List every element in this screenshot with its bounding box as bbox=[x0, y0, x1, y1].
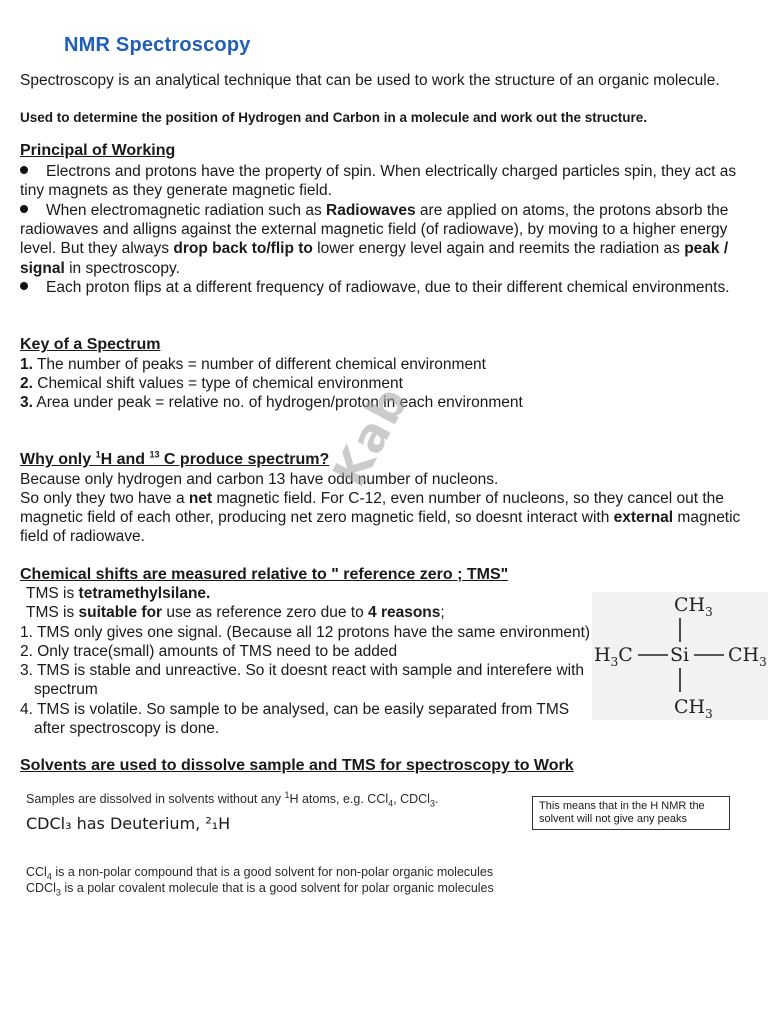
ccl4-description: CCl$_4$ is a non-polar compound that is a good solvent for non-polar organic molecules bbox=[26, 865, 494, 882]
bullet-3-line-1: Each proton flips at a different frequency of radiowave, due to their different chemical environments. bbox=[20, 278, 730, 298]
why-heading: Why only $^1$H and $^{13}$ C produce spectrum? bbox=[20, 449, 330, 468]
tms-left-h3c: $H_3C$ bbox=[594, 644, 633, 669]
key-item-1: 1. The number of peaks = number of different chemical environment bbox=[20, 356, 486, 373]
bullet-icon bbox=[20, 282, 28, 290]
tms-reason-2: 2. Only trace(small) amounts of TMS need to be added bbox=[20, 643, 398, 660]
chem-line-1: TMS is tetramethylsilane. bbox=[26, 585, 211, 602]
intro-text: Spectroscopy is an analytical technique that can be used to work the structure of an organic molecule. bbox=[20, 72, 720, 89]
bullet-1-line-1: Electrons and protons have the property of spin. When electrically charged particles spin, they act as bbox=[20, 162, 736, 182]
handwritten-deuterium-note: CDCl₃ has Deuterium, ²₁H bbox=[26, 814, 231, 833]
principle-heading: Principal of Working bbox=[20, 142, 176, 159]
used-to-text: Used to determine the position of Hydrogen and Carbon in a molecule and work out the structure. bbox=[20, 110, 648, 125]
why-line-2: So only they two have a net magnetic field. For C-12, even number of nucleons, so they cancel out the bbox=[20, 490, 724, 507]
chem-line-2: TMS is suitable for use as reference zero due to 4 reasons; bbox=[26, 604, 445, 621]
why-line-1: Because only hydrogen and carbon 13 have odd number of nucleons. bbox=[20, 471, 499, 488]
page-title: NMR Spectroscopy bbox=[64, 34, 251, 56]
bullet-2-line-2: radiowaves and alligns against the external magnetic field (of radiowave), by moving to a higher energy bbox=[20, 221, 728, 238]
solvent-note-box: This means that in the H NMR the solvent will not give any peaks bbox=[532, 796, 730, 830]
tms-structure-diagram bbox=[592, 592, 768, 720]
key-heading: Key of a Spectrum bbox=[20, 336, 161, 353]
why-line-4: field of radiowave. bbox=[20, 528, 145, 545]
tms-reason-4: 4. TMS is volatile. So sample to be analysed, can be easily separated from TMS bbox=[20, 701, 570, 718]
tms-reason-3-cont: spectrum bbox=[34, 681, 98, 698]
key-item-2: 2. Chemical shift values = type of chemical environment bbox=[20, 375, 403, 392]
tms-reason-1: 1. TMS only gives one signal. (Because all 12 protons have the same environment) bbox=[20, 624, 591, 641]
chem-heading: Chemical shifts are measured relative to " reference zero ; TMS" bbox=[20, 566, 509, 583]
solvents-line-1: Samples are dissolved in solvents without any $^1$H atoms, e.g. CCl$_4$, CDCl$_3$. bbox=[26, 789, 439, 809]
bullet-2-line-4: signal in spectroscopy. bbox=[20, 260, 180, 277]
bullet-icon bbox=[20, 166, 28, 174]
tms-reason-4-cont: after spectroscopy is done. bbox=[34, 720, 220, 737]
bullet-2-line-1: When electromagnetic radiation such as Radiowaves are applied on atoms, the protons absorb the bbox=[20, 201, 728, 221]
key-item-3: 3. Area under peak = relative no. of hydrogen/proton in each environment bbox=[20, 394, 523, 411]
bullet-1-line-2: tiny magnets as they generate magnetic field. bbox=[20, 182, 332, 199]
bullet-2-line-3: level. But they always drop back to/flip to lower energy level again and reemits the radiation as peak / bbox=[20, 240, 729, 257]
tms-bottom-ch3: $CH_3$ bbox=[674, 696, 713, 720]
cdcl3-description: CDCl$_3$ is a polar covalent molecule that is a good solvent for polar organic molecules bbox=[26, 881, 494, 898]
tms-center-si: Si bbox=[670, 644, 690, 666]
tms-right-ch3: $CH_3$ bbox=[728, 644, 767, 669]
tms-top-ch3: $CH_3$ bbox=[674, 594, 713, 619]
tms-reason-3: 3. TMS is stable and unreactive. So it doesnt react with sample and interefere with bbox=[20, 662, 585, 679]
solvents-heading: Solvents are used to dissolve sample and TMS for spectroscopy to Work bbox=[20, 757, 574, 774]
bullet-icon bbox=[20, 205, 28, 213]
watermark: Kab bbox=[322, 376, 420, 496]
why-line-3: magnetic field of each other, producing net zero magnetic field, so doesnt interact with external magnetic bbox=[20, 509, 741, 526]
